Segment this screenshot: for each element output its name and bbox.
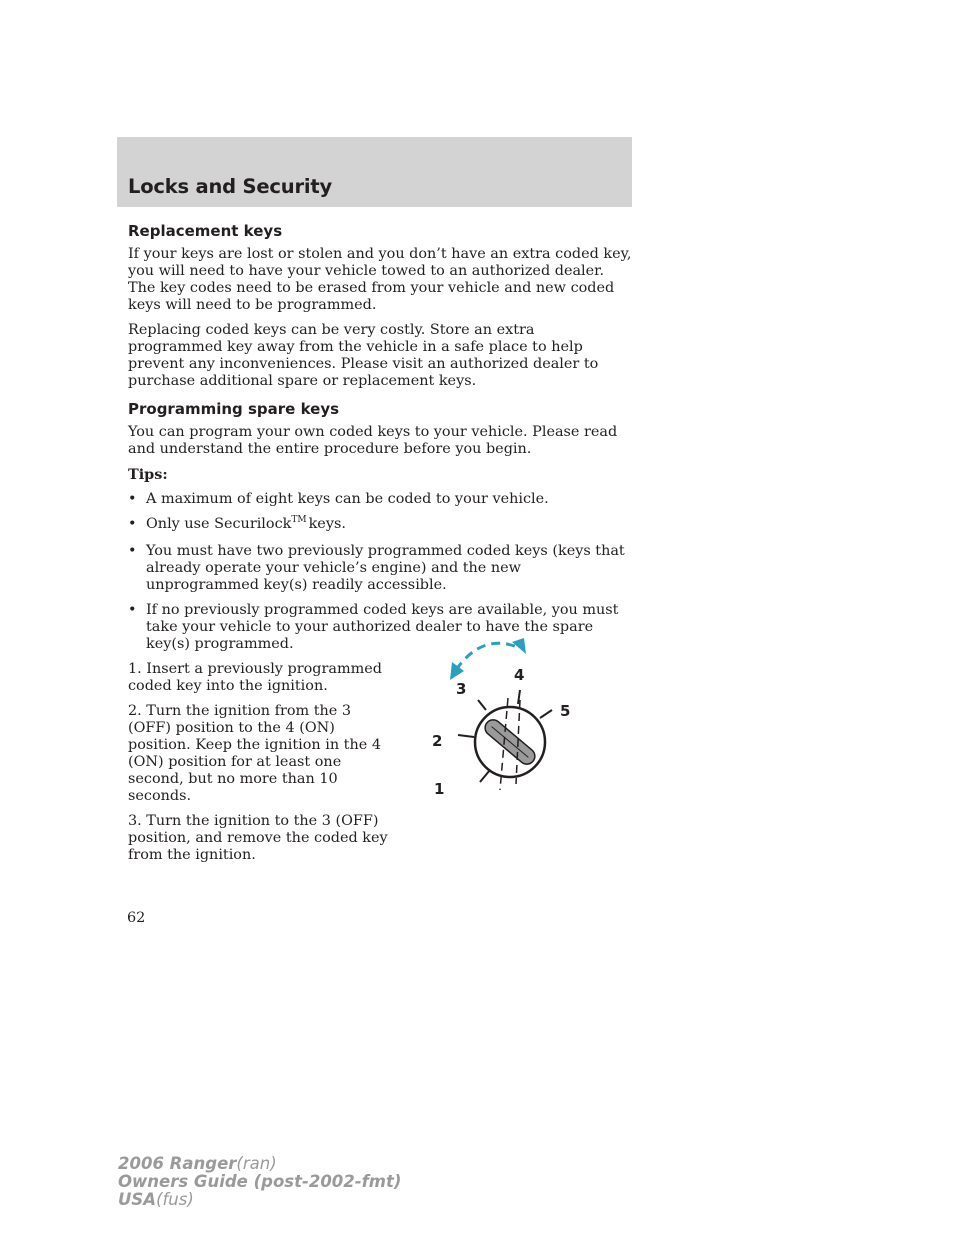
position-label-3: 3 (456, 680, 467, 698)
position-label-4: 4 (514, 666, 525, 684)
position-label-1: 1 (434, 780, 445, 798)
section-header-band (117, 137, 632, 207)
arrow-head-left-icon (450, 662, 464, 680)
bullet-icon: • (128, 543, 137, 559)
trademark-icon: TM (291, 515, 307, 525)
step-item: 2. Turn the ignition from the 3 (OFF) position to the 4 (ON) position. Keep the ignition in the 4 (ON) position for at least one second, but no more than 10 seconds. (128, 703, 381, 804)
document-footer (118, 1155, 401, 1209)
tip-item: • You must have two previously programmed coded keys (keys that already operate your vehicle’s engine) and the new unprogrammed key(s) readily accessible. (128, 543, 625, 593)
tick-3 (478, 700, 486, 710)
steps-list (128, 661, 390, 864)
footer-line-3: USA(fus) (118, 1190, 194, 1209)
tick-2 (458, 735, 474, 737)
programming-heading: Programming spare keys (128, 400, 340, 418)
replacement-paragraph-1: If your keys are lost or stolen and you don’t have an extra coded key, you will need to have your vehicle towed to an authorized dealer. The key codes need to be erased from your vehicle and new coded keys will need to be programmed. (128, 246, 632, 313)
bullet-icon: • (128, 602, 137, 618)
tip-item: • Only use Securilock™ keys. (128, 515, 346, 532)
page-number: 62 (127, 910, 146, 926)
replacement-paragraph-2: Replacing coded keys can be very costly. Store an extra programmed key away from the vehicle in a safe place to help prevent any inconveniences. Please visit an authorized dealer to purchase additional spare or replacement keys. (128, 322, 599, 389)
tick-5 (540, 710, 552, 718)
replacement-keys-heading: Replacement keys (128, 222, 283, 240)
step-item: 1. Insert a previously programmed coded key into the ignition. (128, 661, 382, 694)
bullet-icon: • (128, 516, 137, 532)
programming-intro: You can program your own coded keys to your vehicle. Please read and understand the entire procedure before you begin. (128, 424, 618, 457)
ignition-diagram (420, 618, 580, 798)
tick-1 (480, 770, 490, 782)
tips-label: Tips: (128, 466, 168, 483)
position-label-2: 2 (432, 732, 443, 750)
position-label-5: 5 (560, 702, 571, 720)
tip-item: • A maximum of eight keys can be coded to your vehicle. (128, 491, 549, 507)
footer-line-1: 2006 Ranger(ran) (118, 1154, 277, 1173)
section-title: Locks and Security (128, 175, 332, 198)
footer-line-2: Owners Guide (post-2002-fmt) (118, 1172, 402, 1191)
bullet-icon: • (128, 491, 137, 507)
tip-item: • If no previously programmed coded keys are available, you must take your vehicle to your authorized dealer to have the spare key(s) programmed. (128, 602, 619, 652)
rotation-arrow (456, 643, 520, 670)
step-item: 3. Turn the ignition to the 3 (OFF) position, and remove the coded key from the ignition. (128, 813, 388, 863)
